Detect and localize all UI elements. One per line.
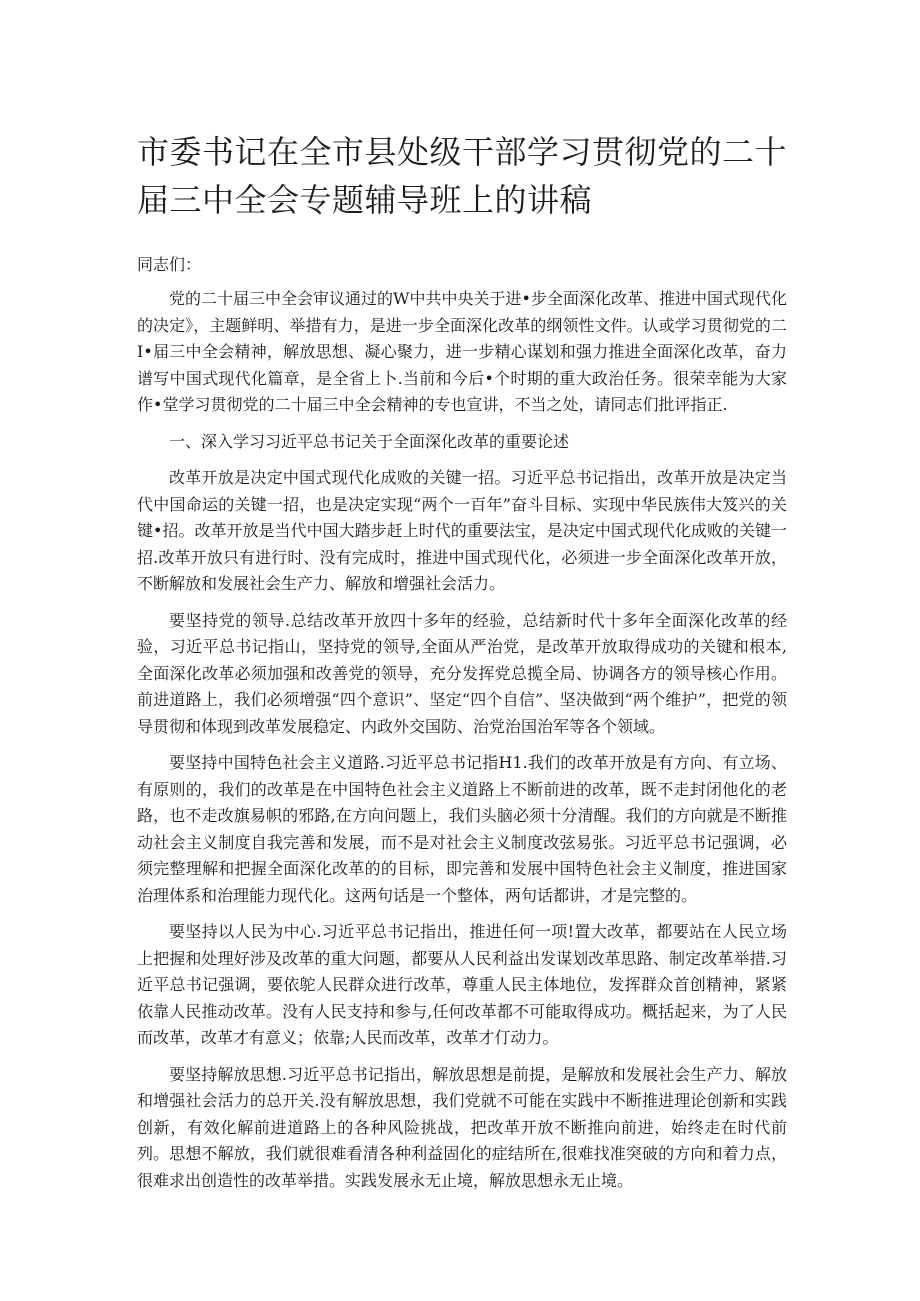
paragraph-intro: 党的二十届三中全会审议通过的W中共中央关于进•步全面深化改革、推进中国式现代化的决定》，主题鲜明、举措有力，是进一步全面深化改革的纲领性文件。认或学习贯彻党的二I•届三中全会精神，解放思想、凝心聚力，进一步精心谋划和强力推进全面深化改革，奋力谱写中国式现代化篇章，是全省上卜.当前和今后•个时期的重大政治任务。很荣幸能为大家作•堂学习贯彻党的二十届三中全会精神的专也宣讲，不当之处，请同志们批评指正. xyxy=(137,289,787,414)
section-heading-1: 一、深入学习习近平总书记关于全面深化改革的重要论述 xyxy=(169,431,570,451)
document-page xyxy=(137,128,787,1204)
paragraph-party-leadership: 要坚持党的领导.总结改革开放四十多年的经验，总结新时代十多年全面深化改革的经验，习近平总书记指山，坚持党的领导,全面从严治党，是改革开放取得成功的关键和根本,全面深化改革必须加强和改善党的领导，充分发挥党总揽全局、协调各方的领导核心作用。前进道路上，我们必须增强“四个意识”、坚定“四个自信”、坚决做到“两个维护”，把党的领导贯彻和体现到改革发展稳定、内政外交国防、治党治国治军等各个领域。 xyxy=(137,610,787,736)
paragraph-reform-key: 改革开放是决定中国式现代化成败的关键一招。习近平总书记指出，改革开放是决定当代中国命运的关键一招，也是决定实现“两个一百年”奋斗目标、实现中华民族伟大笈兴的关键•招。改革开放是当代中国大踏步赶上时代的重要法宝，是决定中国式现代化成败的关键一招.改革开放只有进行时、没有完成时，推进中国式现代化，必须进一步全面深化改革开放，不断解放和发展社会生产力、解放和增强社会活力。 xyxy=(137,468,787,593)
salutation: 同志们： xyxy=(137,255,202,274)
paragraph-emancipate-mind: 要坚持解放思想.习近平总书记指出，解放思想是前提，是解放和发展社会生产力、解放和增强社会活力的总开关.没有解放思想，我们党就不可能在实践中不断推进理论创新和实践创新，有效化解前进道路上的各种风险挑战，把改革开放不断推向前进，始终走在时代前列。思想不解放，我们就很难看清各种利益固化的症结所在,很难找准突破的方向和着力点，很难求出创造性的改革举措。实践发展永无止境，解放思想永无止境。 xyxy=(137,1064,787,1190)
document-title: 市委书记在全市县处级干部学习贯彻党的二十届三中全会专题辅导班上的讲稿 xyxy=(137,133,788,219)
paragraph-socialist-road: 要坚持中国特色社会主义道路.习近平总书记指H1.我们的改革开放是有方向、有立场、有原则的，我们的改革是在中国特色社会主义道路上不断前进的改革，既不走封闭他化的老路，也不走改旗易帜的邪路,在方向问题上，我们头脑必须十分清醒。我们的方向就是不断推动社会主义制度自我完善和发展，而不是对社会主义制度改弦易张。习近平总书记强调，必须完整理解和把握全面深化改革的的目标，即完善和发展中国特色社会主义制度，推进国家治理体系和治理能力现代化。这两句话是一个整体，两句话都讲，才是完整的。 xyxy=(137,753,787,905)
paragraph-people-centered: 要坚持以人民为中心.习近平总书记指出，推进任何一项!置大改革，都要站在人民立场上把握和处理好涉及改革的重大问题，都要从人民利益出发谋划改革思路、制定改革举措.习近平总书记强调，要依鸵人民群众进行改革，尊重人民主体地位，发挥群众首创精神，紧紧依靠人民推动改革。没有人民支持和参与,任何改革都不可能取得成功。概括起来，为了人民而改革，改革才有意义；依靠;人民而改革，改革才仃动力。 xyxy=(137,922,787,1047)
